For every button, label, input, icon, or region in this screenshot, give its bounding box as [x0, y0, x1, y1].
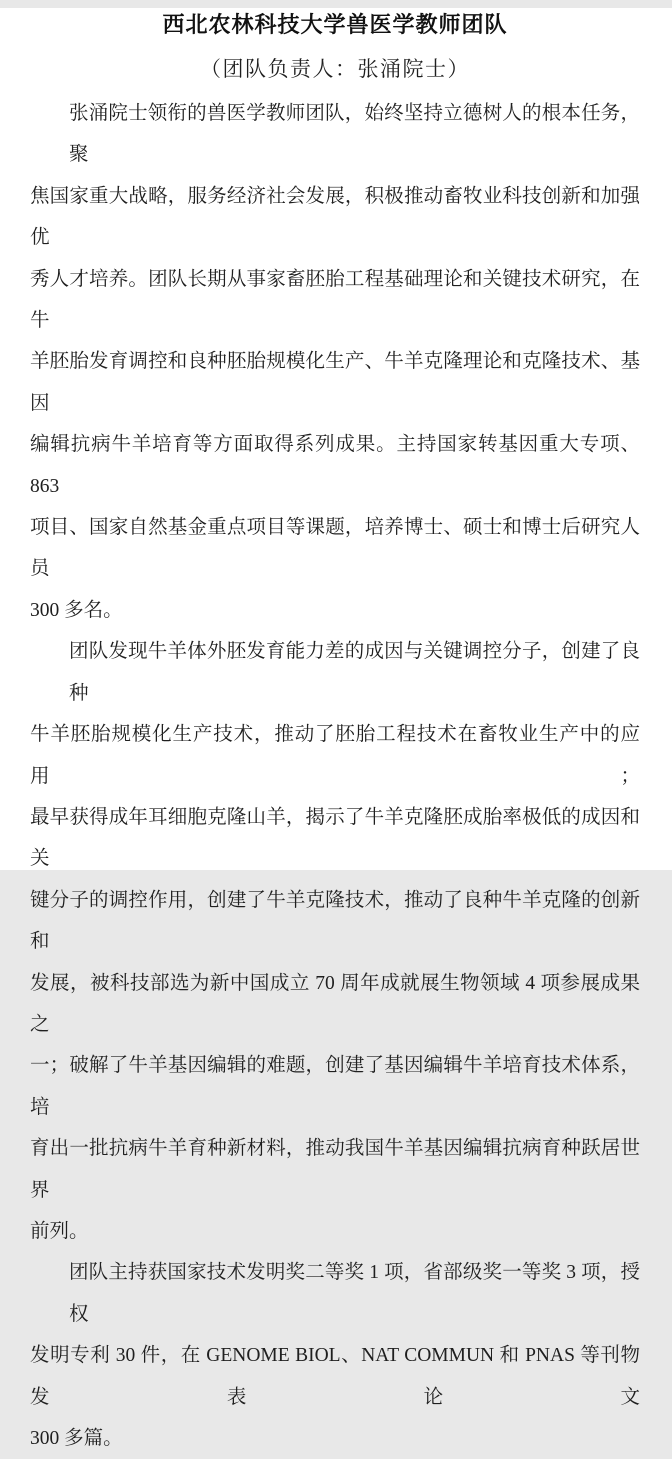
- text-line: 最早获得成年耳细胞克隆山羊，揭示了牛羊克隆胚成胎率极低的成因和关: [30, 806, 640, 870]
- text-line: 羊胚胎发育调控和良种胚胎规模化生产、牛羊克隆理论和克隆技术、基因: [30, 351, 640, 414]
- document-page: [0, 8, 672, 1449]
- document-body: [30, 93, 640, 1459]
- text-line: 张涌院士领衔的兽医学教师团队，始终坚持立德树人的根本任务，聚: [69, 103, 640, 166]
- text-line: 前列。: [30, 1220, 89, 1242]
- text-line: 团队主持获国家技术发明奖二等奖 1 项，省部级奖一等奖 3 项，授权: [69, 1262, 640, 1325]
- text-line: 发明专利 30 件，在 GENOME BIOL、NAT COMMUN 和 PNAS 等刊物发表论文: [30, 1345, 640, 1408]
- text-line: 300 多篇。: [30, 1428, 123, 1449]
- text-line: 育出一批抗病牛羊育种新材料，推动我国牛羊基因编辑抗病育种跃居世界: [30, 1138, 640, 1201]
- text-line: 团队发现牛羊体外胚发育能力差的成因与关键调控分子，创建了良种: [69, 641, 640, 704]
- paragraph: [30, 631, 640, 1252]
- text-line: 秀人才培养。团队长期从事家畜胚胎工程基础理论和关键技术研究，在牛: [30, 268, 640, 332]
- text-line: 编辑抗病牛羊培育等方面取得系列成果。主持国家转基因重大专项、863: [30, 434, 640, 497]
- text-line: 焦国家重大战略，服务经济社会发展，积极推动畜牧业科技创新和加强优: [30, 185, 640, 249]
- text-line: 项目、国家自然基金重点项目等课题，培养博士、硕士和博士后研究人员: [30, 517, 640, 580]
- text-line: 键分子的调控作用，创建了牛羊克隆技术，推动了良种牛羊克隆的创新和: [30, 889, 640, 953]
- text-line: 300 多名。: [30, 599, 123, 621]
- document-title: 西北农林科技大学兽医学教师团队: [162, 12, 508, 37]
- text-line: 一；破解了牛羊基因编辑的难题，创建了基因编辑牛羊培育技术体系，培: [30, 1055, 640, 1118]
- paragraph: [30, 93, 640, 631]
- text-line: 牛羊胚胎规模化生产技术，推动了胚胎工程技术在畜牧业生产中的应用；: [30, 724, 640, 787]
- paragraph: [30, 1252, 640, 1459]
- document-subtitle: （团队负责人：张涌院士）: [200, 57, 470, 81]
- text-line: 发展，被科技部选为新中国成立 70 周年成就展生物领域 4 项参展成果之: [30, 972, 640, 1035]
